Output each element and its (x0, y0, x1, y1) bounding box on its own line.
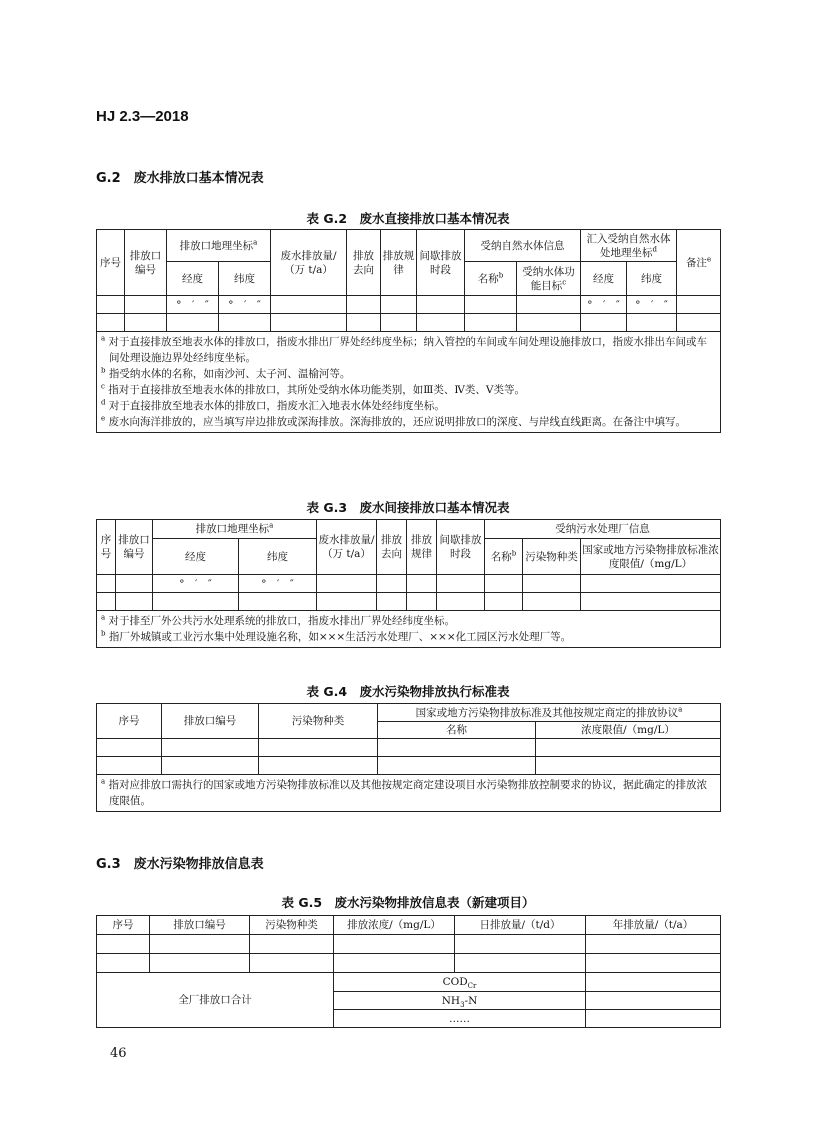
table-row (97, 935, 721, 954)
deg-cell: ° ′ ″ (581, 296, 627, 314)
header-pattern: 排放规律 (381, 230, 417, 296)
header-seq: 序号 (97, 230, 125, 296)
note: $^a$ 对于直接排放至地表水体的排放口，指废水排出厂界处经纬度坐标；纳入管控的车间或车间处理设施排放口，指废水排出车间或车间处理设施边界处经纬度坐标。 (101, 334, 708, 364)
standard-code: HJ 2.3—2018 (96, 108, 189, 125)
header-inflow-latitude: 纬度 (627, 262, 677, 296)
header-concentration: 排放浓度/（mg/L） (334, 916, 455, 935)
table-row (97, 575, 721, 593)
header-water-info: 受纳自然水体信息 (465, 230, 581, 262)
table-caption-g3: 表 G.3 废水间接排放口基本情况表 (306, 500, 510, 515)
pollutant-ellipsis: …… (334, 1010, 586, 1028)
header-outlet-id: 排放口编号 (116, 520, 153, 575)
section-title-g2: G.2 废水排放口基本情况表 (96, 171, 264, 186)
table-row (97, 296, 721, 314)
header-remark: 备注$^e$ (677, 230, 721, 296)
header-water-name: 名称$^b$ (465, 262, 517, 296)
table-g5 (96, 915, 721, 1028)
header-pattern: 排放规律 (407, 520, 437, 575)
header-pollutant: 污染物种类 (523, 539, 581, 575)
header-direction: 排放去向 (377, 520, 407, 575)
table-notes (97, 775, 721, 812)
header-seq: 序号 (97, 704, 162, 739)
header-annual-amount: 年排放量/（t/a） (586, 916, 721, 935)
deg-cell: ° ′ ″ (239, 575, 317, 593)
header-seq: 序号 (97, 916, 150, 935)
header-plant-info: 受纳污水处理厂信息 (485, 520, 721, 539)
header-longitude: 经度 (167, 262, 219, 296)
table-g2 (96, 229, 721, 433)
header-outlet-id: 排放口编号 (150, 916, 250, 935)
header-standard: 国家或地方污染物排放标准及其他按规定商定的排放协议$^a$ (378, 704, 721, 722)
pollutant-nh3n: $NH_3-N$ (334, 992, 586, 1010)
header-inflow-longitude: 经度 (581, 262, 627, 296)
table-caption-g2: 表 G.2 废水直接排放口基本情况表 (306, 211, 510, 226)
header-longitude: 经度 (153, 539, 239, 575)
header-standard-name: 名称 (378, 722, 536, 739)
deg-cell: ° ′ ″ (627, 296, 677, 314)
total-label: 全厂排放口合计 (97, 973, 334, 1028)
deg-cell: ° ′ ″ (167, 296, 219, 314)
header-plant-name: 名称$^b$ (485, 539, 523, 575)
header-latitude: 纬度 (239, 539, 317, 575)
section-title-g3: G.3 废水污染物排放信息表 (96, 857, 264, 872)
header-coord: 排放口地理坐标$^a$ (153, 520, 317, 539)
header-outlet-id: 排放口编号 (162, 704, 259, 739)
table-row (97, 757, 721, 775)
header-limit: 浓度限值/（mg/L） (536, 722, 721, 739)
note: $^d$ 对于直接排放至地表水体的排放口，指废水汇入地表水体处经纬度坐标。 (101, 398, 445, 412)
note: $^a$ 指对应排放口需执行的国家或地方污染物排放标准以及其他按规定商定建设项目水污染物排放控制要求的协议，据此确定的排放浓度限值。 (101, 777, 708, 807)
header-daily-amount: 日排放量/（t/d） (455, 916, 586, 935)
header-water-target: 受纳水体功能目标$^c$ (517, 262, 581, 296)
header-seq: 序号 (97, 520, 116, 575)
table-row (97, 954, 721, 973)
header-limit: 国家或地方污染物排放标准浓度限值/（mg/L） (581, 539, 721, 575)
deg-cell: ° ′ ″ (219, 296, 271, 314)
table-caption-g5: 表 G.5 废水污染物排放信息表（新建项目） (281, 895, 535, 910)
note: $^b$ 指厂外城镇或工业污水集中处理设施名称，如×××生活污水处理厂、×××化工园区污水处理厂等。 (101, 629, 572, 643)
table-caption-g4: 表 G.4 废水污染物排放执行标准表 (306, 684, 510, 699)
page-number: 46 (110, 1046, 127, 1061)
header-direction: 排放去向 (347, 230, 381, 296)
note: $^e$ 废水向海洋排放的，应当填写岸边排放或深海排放。深海排放的，还应说明排放口的深度、与岸线直线距离。在备注中填写。 (101, 414, 686, 428)
header-inflow-coord: 汇入受纳自然水体处地理坐标$^d$ (581, 230, 677, 262)
deg-cell: ° ′ ″ (153, 575, 239, 593)
header-outlet-id: 排放口编号 (125, 230, 167, 296)
table-notes (97, 332, 721, 433)
table-notes (97, 611, 721, 648)
note: $^a$ 对于排至厂外公共污水处理系统的排放口，指废水排出厂界处经纬度坐标。 (101, 613, 456, 627)
table-row (97, 593, 721, 611)
table-g3 (96, 519, 721, 648)
table-g4 (96, 703, 721, 812)
header-interval: 间歇排放时段 (437, 520, 485, 575)
note: $^b$ 指受纳水体的名称，如南沙河、太子河、温榆河等。 (101, 366, 351, 380)
note: $^c$ 指对于直接排放至地表水体的排放口，其所处受纳水体功能类别，如Ⅲ类、Ⅳ类、Ⅴ类等。 (101, 382, 525, 396)
header-pollutant: 污染物种类 (250, 916, 334, 935)
header-interval: 间歇排放时段 (417, 230, 465, 296)
table-row (97, 314, 721, 332)
header-amount: 废水排放量/（万 t/a） (271, 230, 347, 296)
header-pollutant: 污染物种类 (259, 704, 378, 739)
header-coord: 排放口地理坐标$^a$ (167, 230, 271, 262)
header-amount: 废水排放量/（万 t/a） (317, 520, 377, 575)
header-latitude: 纬度 (219, 262, 271, 296)
pollutant-cod: $COD_{Cr}$ (334, 973, 586, 992)
table-row (97, 739, 721, 757)
